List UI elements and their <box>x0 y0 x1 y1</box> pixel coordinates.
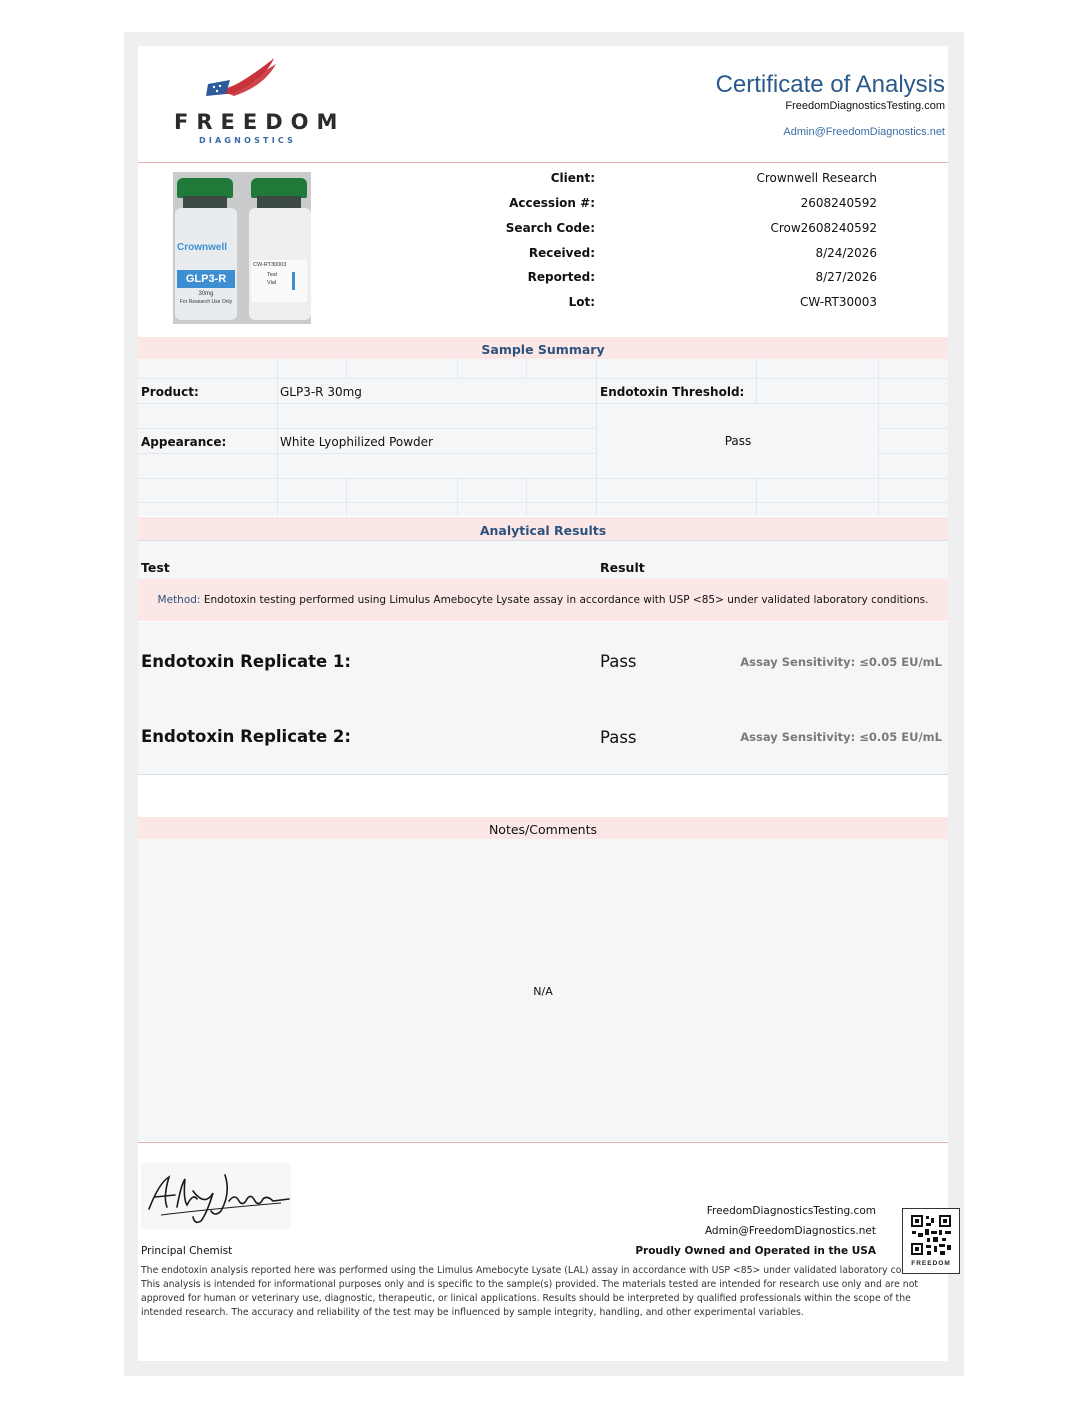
vial-dose-text: 30mg <box>198 291 214 297</box>
result-test-name: Endotoxin Replicate 2: <box>141 727 352 746</box>
search-code-value: Crow2608240592 <box>770 221 877 235</box>
disclaimer-line: intended research. The accuracy and reliability of the test may be influenced by sample integrity, handling, and other experimental variables. <box>141 1307 804 1318</box>
test-column-header: Test <box>141 560 170 575</box>
footer-email: Admin@FreedomDiagnostics.net <box>704 1225 876 1237</box>
notes-heading: Notes/Comments <box>138 817 948 839</box>
vial-vial-text: Vial <box>267 280 277 286</box>
product-value: GLP3-R 30mg <box>280 385 362 399</box>
method-text: Endotoxin testing performed using Limulus Amebocyte Lysate assay in accordance with USP <85> under validated laboratory conditions. <box>203 594 929 606</box>
endotoxin-threshold-label: Endotoxin Threshold: <box>600 385 745 399</box>
lot-value: CW-RT30003 <box>799 295 877 309</box>
page-title: Certificate of Analysis <box>715 71 945 98</box>
result-value: Pass <box>600 728 637 747</box>
analytical-results-heading: Analytical Results <box>138 517 948 540</box>
result-row <box>138 622 948 699</box>
signature-image <box>141 1163 291 1229</box>
footer-tagline: Proudly Owned and Operated in the USA <box>635 1245 876 1257</box>
client-value: Crownwell Research <box>756 171 877 185</box>
result-column-header: Result <box>600 560 645 575</box>
disclaimer-text <box>141 1264 931 1320</box>
result-sensitivity: Assay Sensitivity: ≤0.05 EU/mL <box>740 730 942 744</box>
received-value: 8/24/2026 <box>815 246 877 260</box>
disclaimer-line: This analysis is intended for informational purposes only and is specific to the sample(s) provided. The materials tested are intended for research use only and are not <box>141 1279 919 1290</box>
header-website: FreedomDiagnosticsTesting.com <box>785 100 945 112</box>
footer-website: FreedomDiagnosticsTesting.com <box>706 1205 876 1217</box>
appearance-label: Appearance: <box>141 435 227 449</box>
qr-label: FREEDOM <box>911 1260 951 1267</box>
vial-cap <box>251 178 307 198</box>
results-header-row <box>138 540 948 580</box>
reported-label: Reported: <box>527 270 595 284</box>
notes-area <box>138 839 948 1141</box>
signer-title: Principal Chemist <box>141 1245 233 1257</box>
disclaimer-line: approved for human or veterinary use, diagnostic, therapeutic, or linical applications. Results should be interpreted by qualified professionals within the scope of the <box>141 1293 911 1304</box>
accession-label: Accession #: <box>509 196 595 210</box>
disclaimer-line: The endotoxin analysis reported here was performed using the Limulus Amebocyte Lysate (LAL) assay in accordance with USP <85> under validated laboratory co <box>141 1265 902 1276</box>
header-divider <box>138 162 948 163</box>
notes-value: N/A <box>533 985 553 998</box>
vial-brand-text: Crownwell <box>177 242 228 253</box>
accession-value: 2608240592 <box>800 196 877 210</box>
vial-cap <box>177 178 233 198</box>
client-label: Client: <box>550 171 595 185</box>
brand-name: FREEDOM <box>174 110 346 134</box>
method-note <box>138 579 948 621</box>
lot-label: Lot: <box>568 295 595 309</box>
product-label: Product: <box>141 385 199 399</box>
search-code-label: Search Code: <box>505 221 595 235</box>
flag-wing-logo-icon <box>200 56 280 100</box>
endotoxin-threshold-value: Pass <box>724 434 752 448</box>
brand-subtitle: DIAGNOSTICS <box>199 136 297 145</box>
appearance-value: White Lyophilized Powder <box>280 435 433 449</box>
vial-product-text: GLP3-R <box>177 270 235 288</box>
received-label: Received: <box>528 246 595 260</box>
vial-ruo-text: For Research Use Only <box>179 299 233 305</box>
vial-code-text: CW-RT30003 <box>253 262 287 268</box>
sample-summary-heading: Sample Summary <box>138 337 948 359</box>
reported-value: 8/27/2026 <box>815 270 877 284</box>
method-label: Method: <box>157 594 201 606</box>
result-test-name: Endotoxin Replicate 1: <box>141 652 352 671</box>
result-value: Pass <box>600 652 637 671</box>
footer-divider <box>138 1142 948 1143</box>
result-sensitivity: Assay Sensitivity: ≤0.05 EU/mL <box>740 655 942 669</box>
vial-test-text: Test <box>267 272 278 278</box>
result-row <box>138 698 948 775</box>
product-photo <box>173 172 311 324</box>
header-email: Admin@FreedomDiagnostics.net <box>783 126 945 138</box>
